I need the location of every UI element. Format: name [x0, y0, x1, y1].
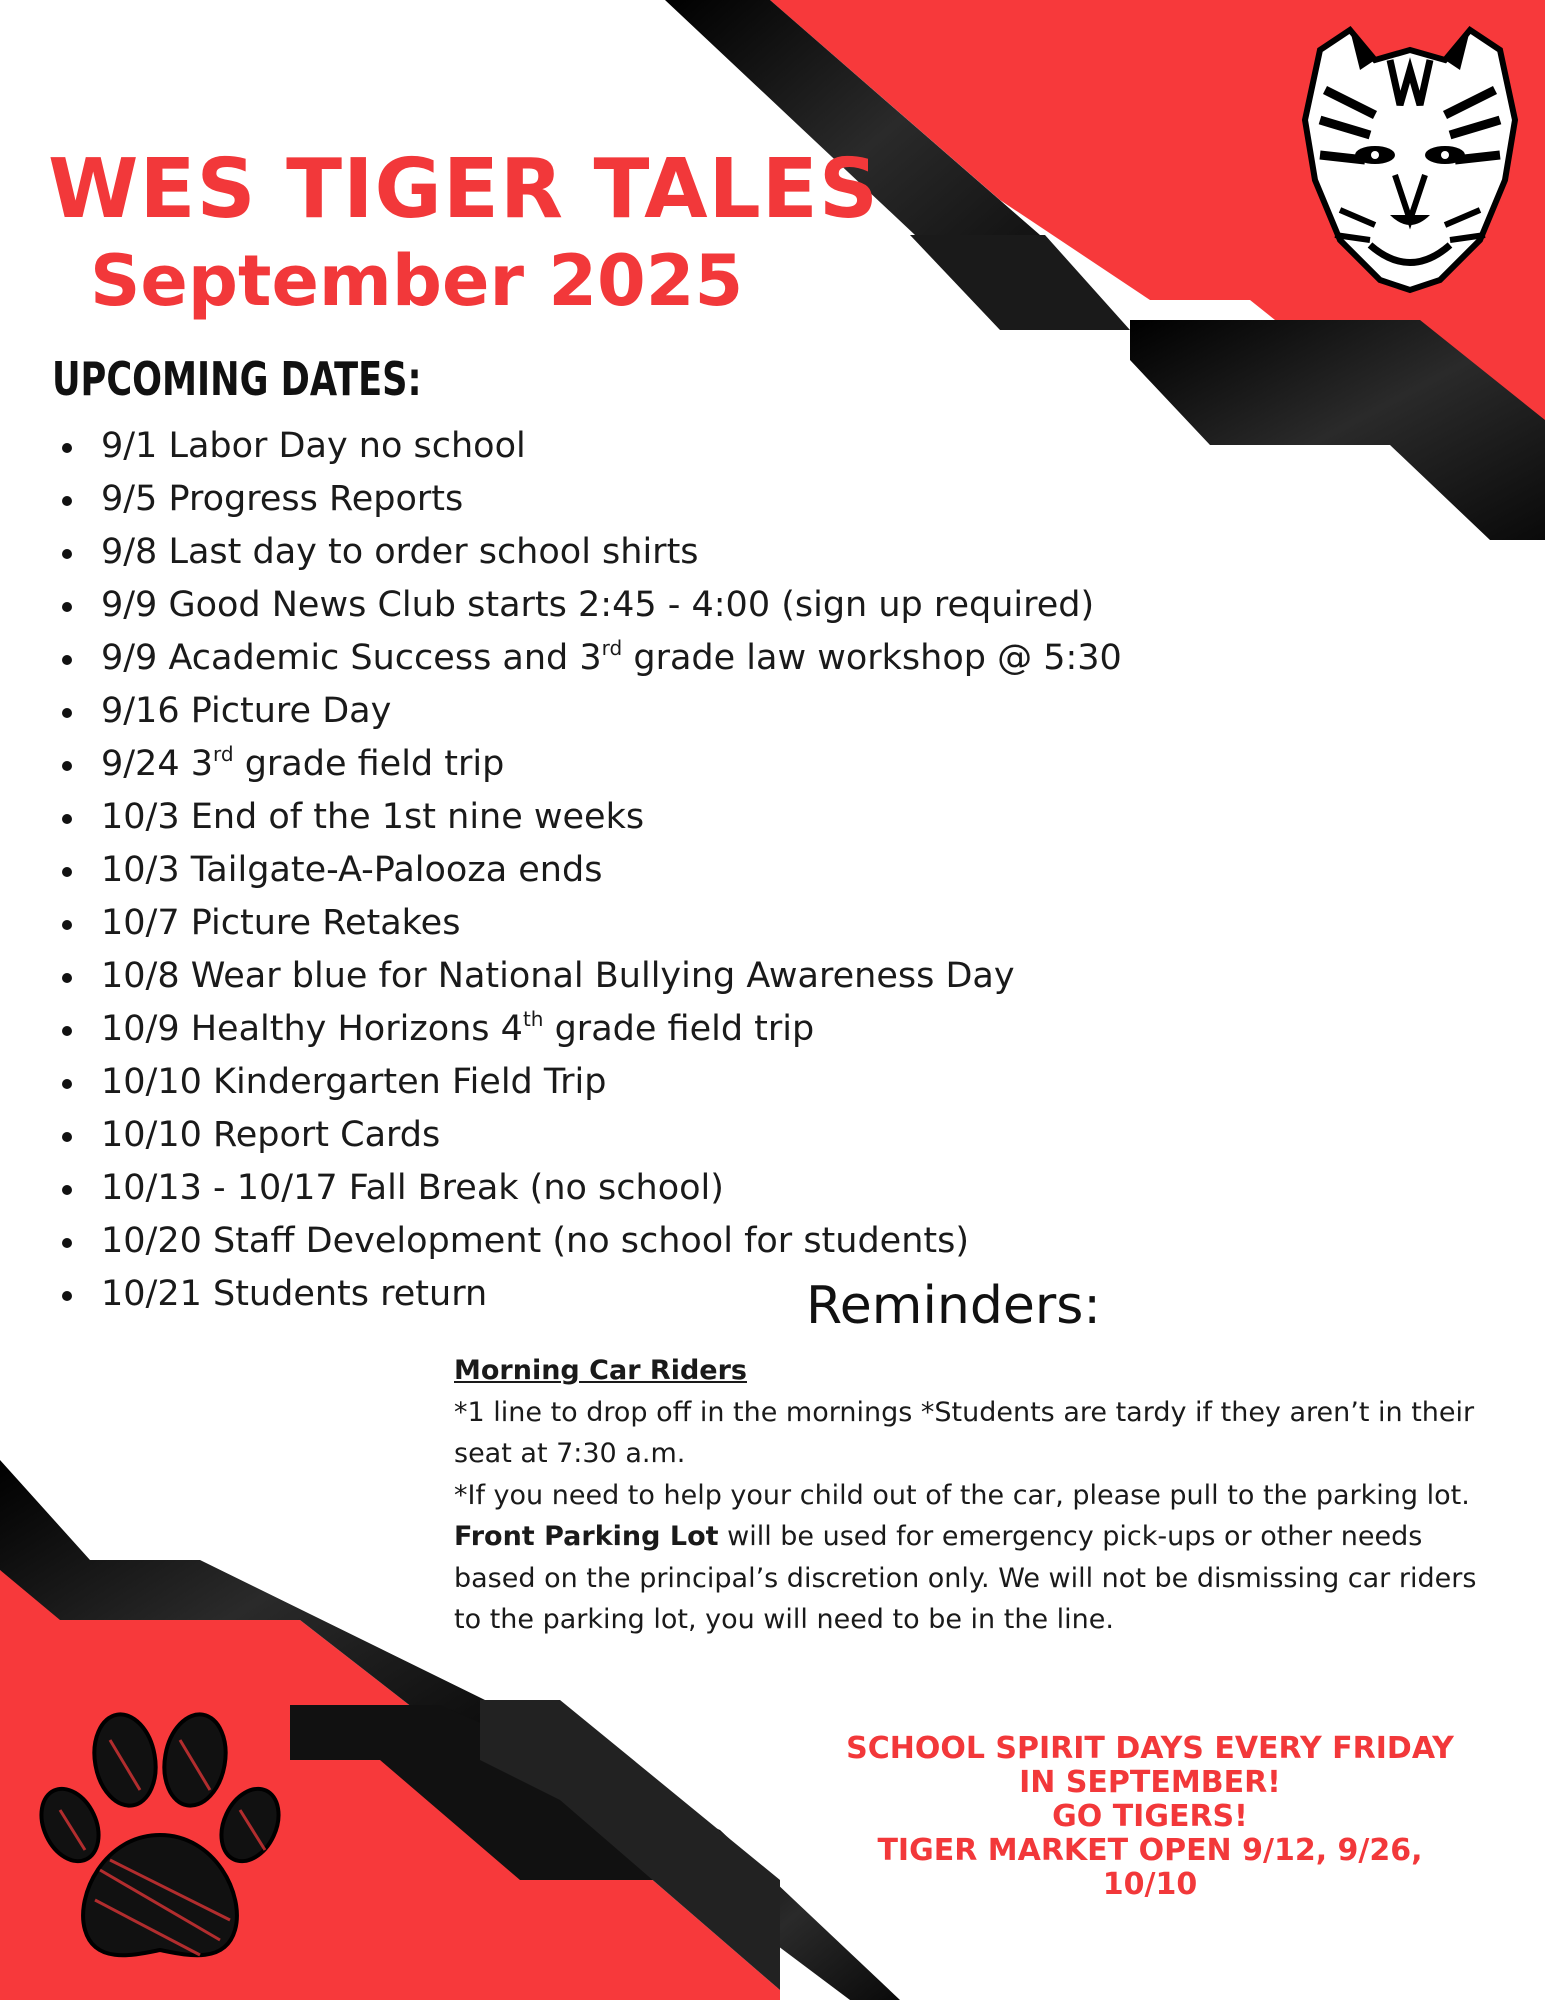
date-list-item	[58, 897, 1122, 950]
date-list-item	[58, 791, 1122, 844]
date-item-text: 10/8 Wear blue for National Bullying Awareness Day	[101, 956, 1015, 996]
date-item-text: 10/3 End of the 1st nine weeks	[101, 797, 645, 837]
date-list-item	[58, 579, 1122, 632]
morning-car-riders-heading: Morning Car Riders	[454, 1355, 747, 1386]
date-item-text: 10/7 Picture Retakes	[101, 903, 461, 943]
date-item-text: 10/20 Staff Development (no school for students)	[101, 1221, 970, 1261]
date-item-ordinal: rd	[213, 742, 234, 766]
reminder-drop-off: *1 line to drop off in the mornings *Students are tardy if they aren’t in their seat at 7:30 a.m.	[454, 1396, 1475, 1469]
date-list-item	[58, 1003, 1122, 1056]
date-item-text-rest: grade law workshop @ 5:30	[622, 638, 1122, 678]
date-list-item	[58, 420, 1122, 473]
date-list-item	[58, 526, 1122, 579]
date-list-item	[58, 632, 1122, 685]
date-list-item	[58, 950, 1122, 1003]
date-list-item	[58, 844, 1122, 897]
date-item-text: 10/9 Healthy Horizons 4	[101, 1009, 523, 1049]
spirit-days-announcement	[830, 1732, 1470, 1902]
front-parking-lot-label: Front Parking Lot	[454, 1521, 719, 1552]
upcoming-dates-list	[58, 420, 1122, 1321]
paw-print-icon	[30, 1700, 290, 1970]
date-list-item	[58, 1215, 1122, 1268]
date-list-item	[58, 473, 1122, 526]
date-item-text: 10/10 Report Cards	[101, 1115, 441, 1155]
date-item-text: 10/13 - 10/17 Fall Break (no school)	[101, 1168, 724, 1208]
upcoming-dates-heading: UPCOMING DATES:	[52, 352, 422, 406]
spirit-line-4: TIGER MARKET OPEN 9/12, 9/26,	[877, 1833, 1423, 1868]
date-list-item	[58, 1109, 1122, 1162]
date-item-text: 9/1 Labor Day no school	[101, 426, 526, 466]
reminder-help-child: *If you need to help your child out of the car, please pull to the parking lot.	[454, 1479, 1470, 1511]
date-item-text-rest: grade field trip	[233, 744, 505, 784]
date-list-item	[58, 738, 1122, 791]
date-item-text: 9/8 Last day to order school shirts	[101, 532, 699, 572]
reminders-body	[454, 1350, 1499, 1641]
spirit-line-2: IN SEPTEMBER!	[1019, 1765, 1281, 1800]
date-item-text: 9/5 Progress Reports	[101, 479, 464, 519]
spirit-line-1: SCHOOL SPIRIT DAYS EVERY FRIDAY	[846, 1731, 1454, 1766]
date-item-text: 9/9 Good News Club starts 2:45 - 4:00 (sign up required)	[101, 585, 1095, 625]
date-list-item	[58, 1162, 1122, 1215]
date-item-text: 9/16 Picture Day	[101, 691, 392, 731]
date-item-ordinal: th	[522, 1007, 544, 1031]
date-item-text: 10/3 Tailgate-A-Palooza ends	[101, 850, 603, 890]
date-item-ordinal: rd	[601, 636, 623, 660]
newsletter-title: WES TIGER TALES	[48, 142, 879, 237]
date-list-item	[58, 1056, 1122, 1109]
reminder-front-parking-lot	[454, 1516, 1499, 1641]
reminders-heading: Reminders:	[806, 1276, 1101, 1336]
date-item-text: 10/21 Students return	[101, 1274, 488, 1314]
front-parking-lot-text: will be used for emergency pick-ups or other needs based on the principal’s discretion only. We will not be dismissing car riders to the parking lot, you will need to be in the line.	[454, 1521, 1477, 1635]
newsletter-subtitle: September 2025	[90, 240, 744, 322]
date-item-text: 9/24 3	[101, 744, 213, 784]
date-item-text: 10/10 Kindergarten Field Trip	[101, 1062, 607, 1102]
spirit-line-5: 10/10	[1102, 1867, 1198, 1902]
tiger-head-icon	[1280, 10, 1540, 300]
date-item-text: 9/9 Academic Success and 3	[101, 638, 602, 678]
date-item-text-rest: grade field trip	[543, 1009, 815, 1049]
date-list-item	[58, 685, 1122, 738]
spirit-line-3: GO TIGERS!	[1052, 1799, 1248, 1834]
